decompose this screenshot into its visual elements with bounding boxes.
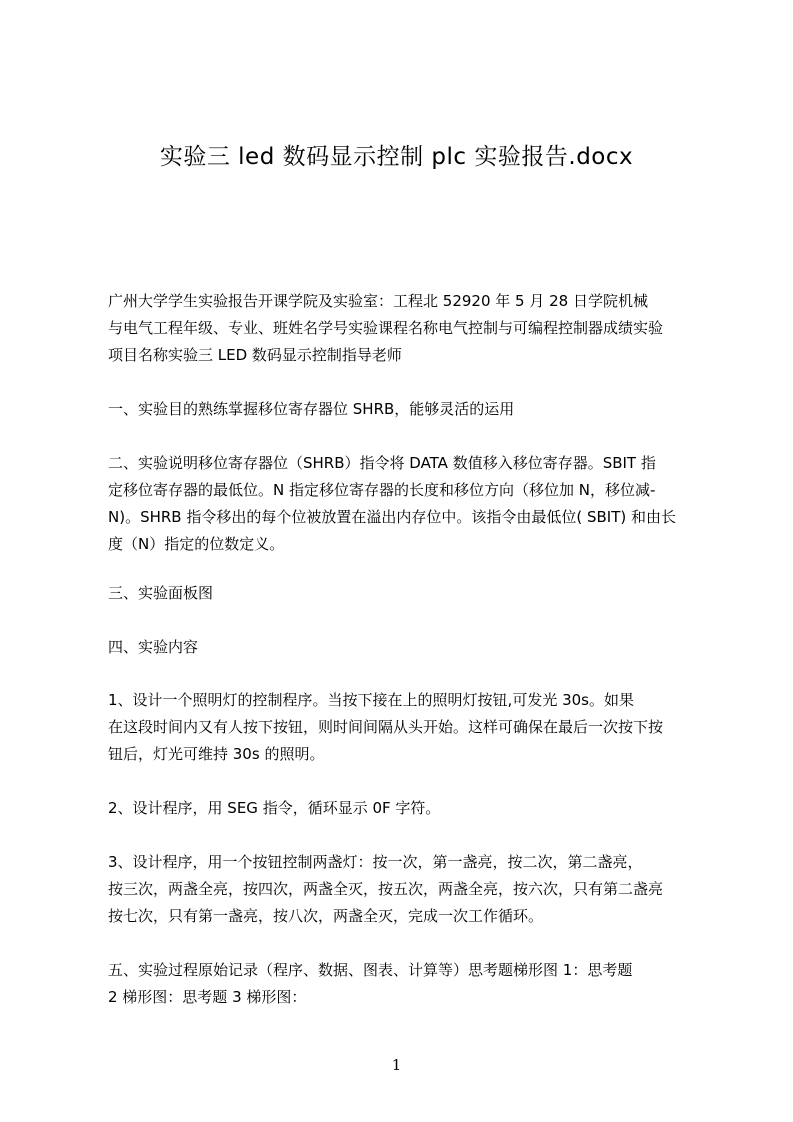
text-line: 三、实验面板图 (108, 584, 214, 602)
intro-paragraph (108, 288, 702, 369)
text-line: 在这段时间内又有人按下按钮，则时间间隔从头开始。这样可确保在最后一次按下按 (108, 718, 664, 736)
text-line: 2 梯形图：思考题 3 梯形图： (108, 988, 307, 1006)
section-4-content (108, 634, 702, 661)
text-line: 2、设计程序，用 SEG 指令，循环显示 0F 字符。 (108, 799, 441, 817)
text-line: 四、实验内容 (108, 638, 199, 656)
text-line: 钮后，灯光可维持 30s 的照明。 (108, 745, 325, 763)
text-line: 度（N）指定的位数定义。 (108, 535, 285, 553)
text-line: 定移位寄存器的最低位。N 指定移位寄存器的长度和移位方向（移位加 N，移位减- (108, 481, 656, 499)
content-item-3 (108, 849, 702, 930)
text-line: 项目名称实验三 LED 数码显示控制指导老师 (108, 346, 402, 364)
text-line: 二、实验说明移位寄存器位（SHRB）指令将 DATA 数值移入移位寄存器。SBIT 指 (108, 454, 656, 472)
content-item-2 (108, 795, 702, 822)
section-5-records (108, 957, 702, 1011)
text-line: 1、设计一个照明灯的控制程序。当按下接在上的照明灯按钮,可发光 30s。如果 (108, 691, 634, 709)
section-2-description (108, 450, 702, 558)
text-line: 一、实验目的熟练掌握移位寄存器位 SHRB，能够灵活的运用 (108, 400, 515, 418)
document-title: 实验三 led 数码显示控制 plc 实验报告.docx (159, 144, 634, 170)
text-line: 3、设计程序，用一个按钮控制两盏灯：按一次，第一盏亮，按二次，第二盏亮， (108, 853, 643, 871)
text-line: 五、实验过程原始记录（程序、数据、图表、计算等）思考题梯形图 1：思考题 (108, 961, 633, 979)
page-number: 1 (391, 1056, 402, 1074)
text-line: N)。SHRB 指令移出的每个位被放置在溢出内存位中。该指令由最低位( SBIT) 和由长 (108, 508, 676, 526)
content-item-1 (108, 687, 702, 768)
text-line: 按三次，两盏全亮，按四次，两盏全灭，按五次，两盏全亮，按六次，只有第二盏亮 (108, 880, 664, 898)
section-3-panel-diagram (108, 580, 702, 607)
text-line: 广州大学学生实验报告开课学院及实验室：工程北 52920 年 5 月 28 日学院机械 (108, 292, 648, 310)
section-1-purpose (108, 396, 702, 423)
text-line: 与电气工程年级、专业、班姓名学号实验课程名称电气控制与可编程控制器成绩实验 (108, 319, 664, 337)
text-line: 按七次，只有第一盏亮，按八次，两盏全灭，完成一次工作循环。 (108, 907, 544, 925)
